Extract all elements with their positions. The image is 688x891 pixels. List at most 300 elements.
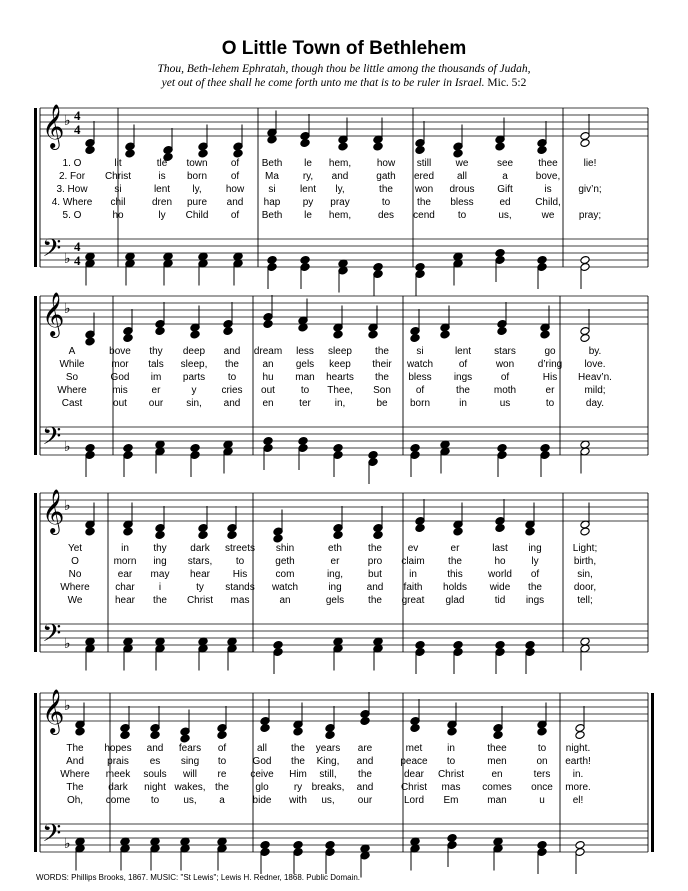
lyric-syllable: the <box>375 346 389 357</box>
lyric-syllable: hear <box>189 569 211 580</box>
lyric-syllable: le <box>304 158 312 169</box>
lyric-syllable: stars, <box>187 556 213 567</box>
lyric-syllable: Christ <box>437 769 465 780</box>
lyric-syllable: is <box>544 184 552 195</box>
lyric-syllable: pure <box>186 197 208 208</box>
lyric-syllable: a <box>502 171 508 182</box>
lyric-syllable: Child, <box>535 197 561 208</box>
lyric-syllable: Heav’n. <box>578 372 612 383</box>
treble-note <box>453 149 463 158</box>
lyric-syllable: great <box>401 595 425 606</box>
epigraph-line-1: Thou, Beth-lehem Ephratah, though thou be little among the thousands of Judah, <box>157 63 531 75</box>
lyric-syllable: er <box>151 385 161 396</box>
lyric-syllable: Christ <box>104 171 132 182</box>
lyric-syllable: are <box>357 743 373 754</box>
treble-note <box>333 531 343 540</box>
lyric-syllable: to <box>300 385 310 396</box>
lyric-syllable: in, <box>334 398 346 409</box>
lyric-syllable: to <box>545 398 555 409</box>
lyric-syllable: born <box>409 398 431 409</box>
treble-note <box>123 527 133 536</box>
treble-note <box>263 320 273 329</box>
staff-svg <box>0 680 688 880</box>
lyric-syllable: holds <box>443 582 467 593</box>
lyric-syllable: ing, <box>326 569 344 580</box>
lyric-syllable: and <box>223 346 241 357</box>
lyric-syllable: er <box>450 543 460 554</box>
lyric-syllable: the <box>291 756 305 767</box>
lyric-syllable: an <box>279 595 291 606</box>
epigraph-text: yet out of thee shall he come forth unto me that is to be ruler in Israel. <box>161 77 485 89</box>
lyric-syllable: night <box>144 782 166 793</box>
lyric-syllable: ear <box>117 569 133 580</box>
treble-note <box>85 337 95 346</box>
lyric-syllable: years <box>315 743 341 754</box>
lyric-syllable: in. <box>572 769 584 780</box>
treble-note <box>150 731 160 740</box>
flat-sign-icon: ♭ <box>64 836 71 852</box>
time-signature-digit: 4 <box>74 122 81 137</box>
lyric-syllable: thy <box>153 543 167 554</box>
time-signature-digit: 4 <box>74 108 81 123</box>
lyric-syllable: mild; <box>584 385 606 396</box>
lyric-syllable: and <box>331 171 349 182</box>
treble-note <box>368 330 378 339</box>
lyric-syllable: eth <box>328 543 342 554</box>
lyric-syllable: pray <box>330 197 350 208</box>
lyric-syllable: to <box>457 210 467 221</box>
lyric-syllable: tell; <box>577 595 593 606</box>
lyric-syllable: we <box>541 210 555 221</box>
lyric-syllable: ly <box>158 210 166 221</box>
lyric-syllable: His <box>542 372 558 383</box>
lyric-syllable: tals <box>148 359 164 370</box>
lyric-syllable: prais <box>107 756 129 767</box>
lyric-syllable: us, <box>498 210 512 221</box>
lyric-syllable: ry <box>293 782 303 793</box>
lyric-syllable: drous <box>449 184 475 195</box>
flat-sign-icon: ♭ <box>64 439 71 455</box>
lyric-syllable: and <box>223 398 241 409</box>
flat-sign-icon: ♭ <box>64 251 71 267</box>
system-bracket <box>34 108 37 267</box>
flat-sign-icon: ♭ <box>64 301 71 317</box>
lyric-syllable: of <box>217 743 227 754</box>
lyric-syllable: the <box>417 197 431 208</box>
lyric-syllable: faith <box>403 582 423 593</box>
lyric-syllable: hem, <box>328 158 352 169</box>
treble-note <box>537 727 547 736</box>
lyric-syllable: God <box>110 372 130 383</box>
lyric-syllable: of <box>458 359 468 370</box>
lyric-syllable: thy <box>149 346 163 357</box>
lyric-syllable: Lord <box>403 795 425 806</box>
lyric-syllable: Thee, <box>327 385 353 396</box>
lyric-syllable: 1. O <box>62 158 82 169</box>
lyric-syllable: ly, <box>335 184 345 195</box>
lyric-syllable: si <box>416 346 424 357</box>
lyric-syllable: cend <box>413 210 435 221</box>
lyric-syllable: stands <box>225 582 255 593</box>
lyric-syllable: peace <box>400 756 428 767</box>
treble-note <box>410 724 420 733</box>
treble-note <box>415 146 425 155</box>
lyric-syllable: hap <box>263 197 281 208</box>
lyric-syllable: Him <box>289 769 307 780</box>
lyric-syllable: morn <box>113 556 137 567</box>
lyric-syllable: world <box>488 569 512 580</box>
lyric-syllable: sin, <box>577 569 593 580</box>
lyric-syllable: go <box>544 346 556 357</box>
lyric-syllable: souls <box>143 769 167 780</box>
lyric-syllable: meek <box>105 769 131 780</box>
lyric-syllable: and <box>226 197 244 208</box>
lyric-syllable: come <box>105 795 131 806</box>
lyric-syllable: our <box>148 398 164 409</box>
lyric-syllable: on <box>536 756 548 767</box>
lyric-syllable: en <box>262 398 274 409</box>
lyric-syllable: His <box>232 569 248 580</box>
lyric-syllable: bove <box>109 346 131 357</box>
lyric-syllable: sin, <box>186 398 202 409</box>
lyric-syllable: Son <box>373 385 391 396</box>
lyric-syllable: hear <box>114 595 136 606</box>
flat-sign-icon: ♭ <box>64 636 71 652</box>
lyric-syllable: lie! <box>583 158 597 169</box>
lyric-syllable: ly <box>531 556 539 567</box>
lyric-syllable: And <box>66 756 84 767</box>
lyric-syllable: with <box>289 795 307 806</box>
lyric-syllable: mas <box>441 782 461 793</box>
treble-note <box>273 534 283 543</box>
treble-note <box>580 139 590 148</box>
lyric-syllable: sleep, <box>180 359 208 370</box>
final-barline <box>651 693 654 852</box>
lyric-syllable: of <box>500 372 510 383</box>
treble-clef-icon: 𝄞 <box>42 104 65 148</box>
treble-note <box>233 149 243 158</box>
lyric-syllable: born <box>186 171 208 182</box>
lyric-syllable: gels <box>325 595 345 606</box>
lyric-syllable: py <box>302 197 314 208</box>
lyric-syllable: won <box>414 184 434 195</box>
lyric-syllable: lent <box>299 184 317 195</box>
lyric-syllable: thee <box>538 158 558 169</box>
lyric-syllable: ry, <box>302 171 314 182</box>
treble-note <box>180 734 190 743</box>
lyric-syllable: day. <box>585 398 605 409</box>
lyric-syllable: us, <box>321 795 335 806</box>
lyric-syllable: Light; <box>572 543 598 554</box>
treble-note <box>537 146 547 155</box>
lyric-syllable: dark <box>190 543 210 554</box>
lyric-syllable: watch <box>406 359 434 370</box>
treble-note <box>223 327 233 336</box>
treble-note <box>338 142 348 151</box>
treble-note <box>495 142 505 151</box>
lyric-syllable: the <box>368 595 382 606</box>
lyric-syllable: this <box>447 569 463 580</box>
lyric-syllable: of <box>530 569 540 580</box>
lyric-syllable: gels <box>295 359 315 370</box>
lyric-syllable: the <box>528 582 542 593</box>
hymn-title: O Little Town of Bethlehem <box>221 38 467 59</box>
lyric-syllable: wide <box>489 582 511 593</box>
lyric-syllable: u <box>539 795 545 806</box>
lyric-syllable: keep <box>329 359 351 370</box>
lyric-syllable: pro <box>367 556 383 567</box>
lyric-syllable: dren <box>151 197 173 208</box>
lyric-syllable: earth! <box>565 756 591 767</box>
lyric-syllable: our <box>357 795 373 806</box>
flat-sign-icon: ♭ <box>64 698 71 714</box>
lyric-syllable: to <box>446 756 456 767</box>
lyric-syllable: er <box>330 556 340 567</box>
lyric-syllable: more. <box>565 782 591 793</box>
system-bracket <box>34 296 37 455</box>
treble-note <box>123 334 133 343</box>
treble-note <box>373 142 383 151</box>
lyric-syllable: breaks, <box>311 782 345 793</box>
lyric-syllable: to <box>150 795 160 806</box>
bass-clef-icon: 𝄢 <box>42 619 62 654</box>
bass-clef-icon: 𝄢 <box>42 422 62 457</box>
lyric-syllable: ed <box>499 197 511 208</box>
lyric-syllable: won <box>495 359 515 370</box>
treble-note <box>293 727 303 736</box>
lyric-syllable: be <box>376 398 388 409</box>
lyric-syllable: Ma <box>265 171 279 182</box>
lyric-syllable: town <box>186 158 208 169</box>
treble-note <box>453 527 463 536</box>
lyric-syllable: Beth <box>261 210 283 221</box>
bass-clef-icon: 𝄢 <box>42 819 62 854</box>
lyric-syllable: shin <box>275 543 295 554</box>
lyric-syllable: to <box>381 197 391 208</box>
lyric-syllable: out <box>113 398 127 409</box>
bass-clef-icon: 𝄢 <box>42 234 62 269</box>
treble-note <box>198 531 208 540</box>
treble-note <box>440 330 450 339</box>
treble-note <box>575 731 585 740</box>
lyric-syllable: of <box>230 171 240 182</box>
treble-note <box>300 139 310 148</box>
lyric-syllable: the <box>379 184 393 195</box>
lyric-syllable: God <box>252 756 272 767</box>
lyric-syllable: y <box>191 385 197 396</box>
lyric-syllable: 3. How <box>56 184 88 195</box>
lyric-syllable: ing <box>328 582 342 593</box>
lyric-syllable: lent <box>153 184 171 195</box>
lyric-syllable: Christ <box>400 782 428 793</box>
lyric-syllable: mis <box>112 385 128 396</box>
lyric-syllable: out <box>261 385 275 396</box>
lyric-syllable: dream <box>253 346 283 357</box>
lyric-syllable: will <box>183 769 197 780</box>
lyric-syllable: to <box>235 556 245 567</box>
lyric-syllable: all <box>256 743 268 754</box>
lyric-syllable: Where <box>60 769 90 780</box>
lyric-syllable: all <box>456 171 468 182</box>
lyric-syllable: the <box>368 543 382 554</box>
lyric-syllable: hopes <box>104 743 132 754</box>
lyric-syllable: Where <box>57 385 87 396</box>
treble-note <box>227 531 237 540</box>
lyric-syllable: Yet <box>67 543 83 554</box>
lyric-syllable: by. <box>588 346 602 357</box>
treble-note <box>540 330 550 339</box>
lyric-syllable: The <box>66 782 84 793</box>
lyric-syllable: A <box>68 346 76 357</box>
treble-note <box>410 334 420 343</box>
lyric-syllable: bless <box>450 197 474 208</box>
lyric-syllable: we <box>455 158 469 169</box>
lyric-syllable: Gift <box>497 184 513 195</box>
lyric-syllable: streets <box>224 543 256 554</box>
lyric-syllable: stars <box>494 346 516 357</box>
lyric-syllable: man <box>295 372 315 383</box>
lyric-syllable: met <box>405 743 423 754</box>
lyric-syllable: en <box>491 769 503 780</box>
lyric-syllable: mas <box>230 595 250 606</box>
lyric-syllable: char <box>115 582 135 593</box>
lyric-syllable: While <box>59 359 85 370</box>
treble-note <box>75 727 85 736</box>
treble-note <box>325 731 335 740</box>
treble-note <box>198 149 208 158</box>
lyric-syllable: glo <box>255 782 269 793</box>
lyric-syllable: is <box>158 171 166 182</box>
lyric-syllable: si <box>268 184 276 195</box>
lyric-syllable: ho <box>494 556 506 567</box>
lyric-syllable: comes <box>482 782 512 793</box>
lyric-syllable: el! <box>572 795 584 806</box>
lyric-syllable: Cast <box>61 398 83 409</box>
treble-note <box>373 531 383 540</box>
lyric-syllable: Em <box>443 795 459 806</box>
lyric-syllable: mor <box>111 359 129 370</box>
lyric-syllable: ev <box>407 543 419 554</box>
lyric-syllable: how <box>376 158 396 169</box>
lyric-syllable: an <box>262 359 274 370</box>
lyric-syllable: hem, <box>328 210 352 221</box>
lyric-syllable: sleep <box>328 346 352 357</box>
lyric-syllable: lit <box>114 158 122 169</box>
lyric-syllable: see <box>496 158 514 169</box>
lyric-syllable: Where <box>60 582 90 593</box>
lyric-syllable: ing <box>528 543 542 554</box>
lyric-syllable: wakes, <box>174 782 206 793</box>
lyric-syllable: us, <box>183 795 197 806</box>
lyric-syllable: hu <box>262 372 274 383</box>
lyric-syllable: Child <box>185 210 209 221</box>
lyric-syllable: si <box>114 184 122 195</box>
lyric-syllable: des <box>377 210 395 221</box>
lyric-syllable: tle <box>156 158 168 169</box>
treble-note <box>580 527 590 536</box>
lyric-syllable: fears <box>178 743 202 754</box>
lyric-syllable: deep <box>182 346 206 357</box>
treble-note <box>447 727 457 736</box>
lyric-syllable: still <box>416 158 432 169</box>
lyric-syllable: es <box>149 756 161 767</box>
lyric-syllable: their <box>372 359 392 370</box>
lyric-syllable: less <box>296 346 314 357</box>
lyric-syllable: ho <box>112 210 124 221</box>
lyric-syllable: 4. Where <box>51 197 93 208</box>
treble-clef-icon: 𝄞 <box>42 489 65 533</box>
lyric-syllable: King, <box>316 756 340 767</box>
lyric-syllable: the <box>456 385 470 396</box>
treble-note <box>493 731 503 740</box>
lyric-syllable: Oh, <box>66 795 84 806</box>
treble-note <box>190 330 200 339</box>
lyric-syllable: dear <box>403 769 425 780</box>
lyric-syllable: com <box>275 569 295 580</box>
lyric-syllable: birth, <box>573 556 597 567</box>
lyric-syllable: Beth <box>261 158 283 169</box>
treble-clef-icon: 𝄞 <box>42 689 65 733</box>
lyric-syllable: parts <box>182 372 206 383</box>
lyric-syllable: O <box>71 556 79 567</box>
lyric-syllable: chil <box>110 197 126 208</box>
lyric-syllable: still, <box>319 769 337 780</box>
lyric-syllable: how <box>225 184 245 195</box>
lyric-syllable: le <box>304 210 312 221</box>
lyric-syllable: in <box>409 569 417 580</box>
lyric-syllable: cries <box>221 385 243 396</box>
scripture-reference: Mic. 5:2 <box>487 77 527 89</box>
lyric-syllable: in <box>447 743 455 754</box>
lyric-syllable: to <box>227 372 237 383</box>
lyric-syllable: gath <box>376 171 396 182</box>
treble-note <box>497 327 507 336</box>
treble-note <box>580 334 590 343</box>
treble-note <box>525 527 535 536</box>
lyric-syllable: the <box>375 372 389 383</box>
lyric-syllable: ered <box>413 171 435 182</box>
lyric-syllable: 5. O <box>62 210 82 221</box>
credits-footer: WORDS: Phillips Brooks, 1867. MUSIC: "St Lewis"; Lewis H. Redner, 1868. Public Domain. <box>36 873 361 882</box>
system-bracket <box>34 693 37 852</box>
lyric-syllable: the <box>291 743 305 754</box>
lyric-syllable: hearts <box>326 372 354 383</box>
lyric-syllable: man <box>487 795 507 806</box>
lyric-syllable: pray; <box>578 210 602 221</box>
lyric-syllable: re <box>217 769 227 780</box>
lyric-syllable: So <box>65 372 79 383</box>
lyric-syllable: ings <box>525 595 545 606</box>
lyric-syllable: geth <box>275 556 295 567</box>
lyric-syllable: of <box>230 210 240 221</box>
lyric-syllable: men <box>487 756 507 767</box>
lyric-syllable: sing <box>180 756 200 767</box>
epigraph-line-2 <box>40 77 648 89</box>
lyric-syllable: a <box>219 795 225 806</box>
treble-note <box>360 717 370 726</box>
lyric-syllable: No <box>68 569 82 580</box>
flat-sign-icon: ♭ <box>64 113 71 129</box>
treble-note <box>125 149 135 158</box>
lyric-syllable: ter <box>299 398 311 409</box>
lyric-syllable: and <box>356 782 374 793</box>
treble-note <box>120 731 130 740</box>
flat-sign-icon: ♭ <box>64 498 71 514</box>
lyric-syllable: to <box>217 756 227 767</box>
lyric-syllable: bless <box>408 372 432 383</box>
treble-note <box>217 731 227 740</box>
lyric-syllable: 2. For <box>58 171 86 182</box>
